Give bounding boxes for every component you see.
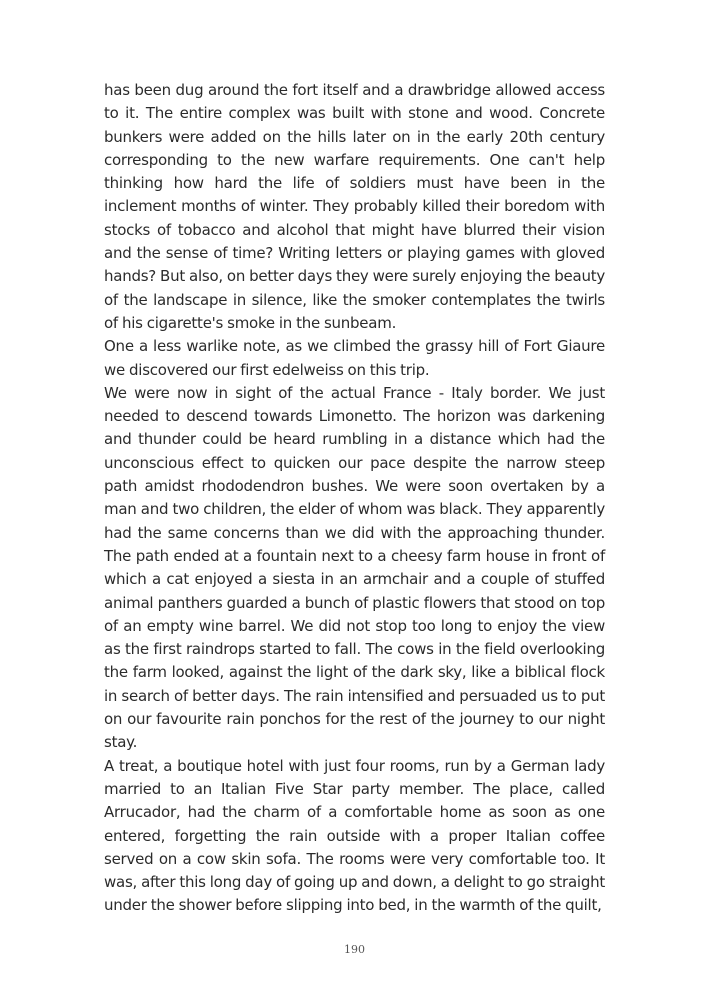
page-number: 190 (344, 943, 365, 956)
paragraph-hotel: A treat, a boutique hotel with just four rooms, run by a German lady married to an Italian Five Star party member. The place, called Arrucador, had the charm of a comfortable home as soon as one entered, forgetting the rain outside with a proper Italian coffee served on a cow skin sofa. The rooms were very comfortable too. It was, after this long day of going up and down, a delight to go straight under the shower before slipping into bed, in the warmth of the quilt, (104, 756, 605, 915)
paragraph-fort: has been dug around the fort itself and a drawbridge allowed access to it. The entire complex was built with stone and wood. Concrete bunkers were added on the hills later on in the early 20th century corresponding to the new warfare requirements. One can't help thinking how hard the life of soldiers must have been in the inclement months of winter. They probably killed their boredom with stocks of tobacco and alcohol that might have blurred their vision and the sense of time? Writing letters or playing games with gloved hands? But also, on better days they were surely enjoying the beauty of the landscape in silence, like the smoker contemplates the twirls of his cigarette's smoke in the sunbeam. (104, 81, 605, 332)
paragraph-edelweiss: One a less warlike note, as we climbed the grassy hill of Fort Giaure we discovered our first edelweiss on this trip. (104, 337, 605, 379)
paragraph-border-descent: We were now in sight of the actual France - Italy border. We just needed to descend towards Limonetto. The horizon was darkening and thunder could be heard rumbling in a distance which had the unconscious effect to quicken our pace despite the narrow steep path amidst rhododendron bushes. We were soon overtaken by a man and two children, the elder of whom was black. They apparently had the same concerns than we did with the approaching thunder. The path ended at a fountain next to a cheesy farm house in front of which a cat enjoyed a siesta in an armchair and a couple of stuffed animal panthers guarded a bunch of plastic flowers that stood on top of an empty wine barrel. We did not stop too long to enjoy the view as the first raindrops started to fall. The cows in the field overlooking the farm looked, against the light of the dark sky, like a biblical flock in search of better days. The rain intensified and persuaded us to put on our favourite rain ponchos for the rest of the journey to our night stay. (104, 383, 605, 752)
page-body (104, 79, 605, 918)
